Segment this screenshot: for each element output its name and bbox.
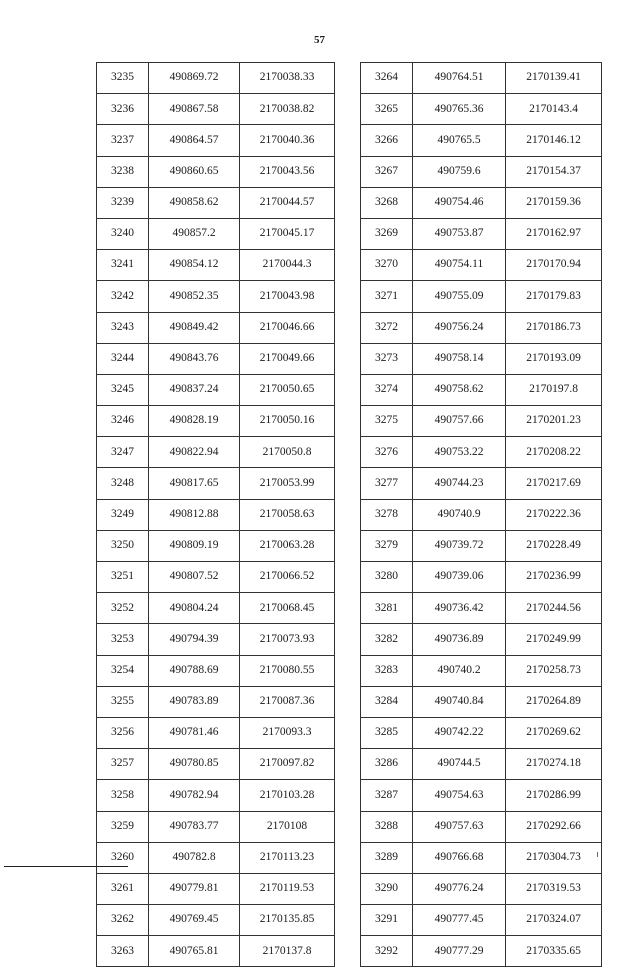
coordinates-table-left [96,62,335,967]
point-number-cell: 3262 [97,905,149,936]
x-coordinate-cell: 490758.62 [413,374,506,405]
point-number-cell: 3238 [97,156,149,187]
x-coordinate-cell: 490867.58 [149,94,240,125]
table-row [97,655,335,686]
point-number-cell: 3271 [361,281,413,312]
x-coordinate-cell: 490765.81 [149,936,240,967]
point-number-cell: 3289 [361,842,413,873]
point-number-cell: 3237 [97,125,149,156]
point-number-cell: 3267 [361,156,413,187]
x-coordinate-cell: 490736.42 [413,593,506,624]
table-row [97,468,335,499]
table-row [361,842,602,873]
table-row [361,624,602,655]
table-row [361,63,602,94]
point-number-cell: 3274 [361,374,413,405]
y-coordinate-cell: 2170063.28 [240,530,335,561]
x-coordinate-cell: 490765.5 [413,125,506,156]
point-number-cell: 3273 [361,343,413,374]
y-coordinate-cell: 2170162.97 [506,218,602,249]
y-coordinate-cell: 2170143.4 [506,94,602,125]
y-coordinate-cell: 2170045.17 [240,218,335,249]
y-coordinate-cell: 2170073.93 [240,624,335,655]
point-number-cell: 3288 [361,811,413,842]
point-number-cell: 3247 [97,437,149,468]
y-coordinate-cell: 2170108 [240,811,335,842]
table-row [97,63,335,94]
table-row [361,406,602,437]
x-coordinate-cell: 490769.45 [149,905,240,936]
y-coordinate-cell: 2170286.99 [506,780,602,811]
y-coordinate-cell: 2170186.73 [506,312,602,343]
point-number-cell: 3248 [97,468,149,499]
table-row [361,936,602,967]
x-coordinate-cell: 490822.94 [149,437,240,468]
table-row [97,312,335,343]
y-coordinate-cell: 2170249.99 [506,624,602,655]
x-coordinate-cell: 490742.22 [413,717,506,748]
point-number-cell: 3279 [361,530,413,561]
point-number-cell: 3265 [361,94,413,125]
y-coordinate-cell: 2170066.52 [240,562,335,593]
x-coordinate-cell: 490783.89 [149,686,240,717]
y-coordinate-cell: 2170208.22 [506,437,602,468]
x-coordinate-cell: 490744.23 [413,468,506,499]
x-coordinate-cell: 490783.77 [149,811,240,842]
y-coordinate-cell: 2170324.07 [506,905,602,936]
y-coordinate-cell: 2170201.23 [506,406,602,437]
x-coordinate-cell: 490764.51 [413,63,506,94]
table-row [361,156,602,187]
point-number-cell: 3276 [361,437,413,468]
x-coordinate-cell: 490812.88 [149,499,240,530]
y-coordinate-cell: 2170044.57 [240,187,335,218]
x-coordinate-cell: 490757.66 [413,406,506,437]
point-number-cell: 3255 [97,686,149,717]
point-number-cell: 3291 [361,905,413,936]
footnote-divider [4,866,128,867]
x-coordinate-cell: 490817.65 [149,468,240,499]
x-coordinate-cell: 490779.81 [149,873,240,904]
table-row [361,218,602,249]
y-coordinate-cell: 2170159.36 [506,187,602,218]
point-number-cell: 3239 [97,187,149,218]
point-number-cell: 3282 [361,624,413,655]
y-coordinate-cell: 2170258.73 [506,655,602,686]
point-number-cell: 3284 [361,686,413,717]
page-number: 57 [314,34,325,46]
coordinates-table-right [360,62,602,967]
y-coordinate-cell: 2170222.36 [506,499,602,530]
y-coordinate-cell: 2170087.36 [240,686,335,717]
point-number-cell: 3246 [97,406,149,437]
y-coordinate-cell: 2170228.49 [506,530,602,561]
y-coordinate-cell: 2170135.85 [240,905,335,936]
point-number-cell: 3252 [97,593,149,624]
table-row [97,936,335,967]
table-row [97,499,335,530]
x-coordinate-cell: 490869.72 [149,63,240,94]
y-coordinate-cell: 2170046.66 [240,312,335,343]
point-number-cell: 3245 [97,374,149,405]
x-coordinate-cell: 490781.46 [149,717,240,748]
x-coordinate-cell: 490794.39 [149,624,240,655]
table-row [361,905,602,936]
table-row [97,343,335,374]
table-row [361,593,602,624]
table-row [97,811,335,842]
table-row [361,811,602,842]
point-number-cell: 3286 [361,749,413,780]
y-coordinate-cell: 2170043.98 [240,281,335,312]
x-coordinate-cell: 490860.65 [149,156,240,187]
y-coordinate-cell: 2170119.53 [240,873,335,904]
y-coordinate-cell: 2170217.69 [506,468,602,499]
table-row [97,717,335,748]
table-row [97,593,335,624]
table-row [97,873,335,904]
y-coordinate-cell: 2170137.8 [240,936,335,967]
point-number-cell: 3249 [97,499,149,530]
x-coordinate-cell: 490757.63 [413,811,506,842]
table-row [97,842,335,873]
table-row [361,250,602,281]
table-row [97,187,335,218]
x-coordinate-cell: 490776.24 [413,873,506,904]
x-coordinate-cell: 490755.09 [413,281,506,312]
point-number-cell: 3258 [97,780,149,811]
y-coordinate-cell: 2170050.16 [240,406,335,437]
x-coordinate-cell: 490782.8 [149,842,240,873]
table-row [97,250,335,281]
point-number-cell: 3263 [97,936,149,967]
scan-mark [597,852,598,857]
table-row [361,530,602,561]
y-coordinate-cell: 2170236.99 [506,562,602,593]
x-coordinate-cell: 490849.42 [149,312,240,343]
x-coordinate-cell: 490857.2 [149,218,240,249]
x-coordinate-cell: 490854.12 [149,250,240,281]
table-row [361,780,602,811]
y-coordinate-cell: 2170040.36 [240,125,335,156]
point-number-cell: 3275 [361,406,413,437]
point-number-cell: 3283 [361,655,413,686]
point-number-cell: 3240 [97,218,149,249]
x-coordinate-cell: 490780.85 [149,749,240,780]
point-number-cell: 3269 [361,218,413,249]
y-coordinate-cell: 2170269.62 [506,717,602,748]
table-row [97,780,335,811]
table-row [97,624,335,655]
point-number-cell: 3266 [361,125,413,156]
table-row [97,374,335,405]
x-coordinate-cell: 490864.57 [149,125,240,156]
table-row [361,94,602,125]
point-number-cell: 3287 [361,780,413,811]
y-coordinate-cell: 2170049.66 [240,343,335,374]
table-row [97,125,335,156]
x-coordinate-cell: 490740.2 [413,655,506,686]
table-row [97,218,335,249]
table-row [361,437,602,468]
y-coordinate-cell: 2170103.28 [240,780,335,811]
point-number-cell: 3241 [97,250,149,281]
table-row [361,343,602,374]
x-coordinate-cell: 490766.68 [413,842,506,873]
table-row [97,94,335,125]
x-coordinate-cell: 490809.19 [149,530,240,561]
y-coordinate-cell: 2170264.89 [506,686,602,717]
point-number-cell: 3270 [361,250,413,281]
point-number-cell: 3280 [361,562,413,593]
y-coordinate-cell: 2170335.65 [506,936,602,967]
table-row [361,873,602,904]
y-coordinate-cell: 2170113.23 [240,842,335,873]
table-row [97,281,335,312]
point-number-cell: 3250 [97,530,149,561]
table-row [361,499,602,530]
x-coordinate-cell: 490739.06 [413,562,506,593]
y-coordinate-cell: 2170319.53 [506,873,602,904]
table-row [361,562,602,593]
table-row [97,406,335,437]
table-row [361,749,602,780]
x-coordinate-cell: 490837.24 [149,374,240,405]
table-row [361,717,602,748]
x-coordinate-cell: 490753.87 [413,218,506,249]
table-row [97,437,335,468]
point-number-cell: 3261 [97,873,149,904]
point-number-cell: 3244 [97,343,149,374]
x-coordinate-cell: 490777.29 [413,936,506,967]
table-row [361,125,602,156]
y-coordinate-cell: 2170050.8 [240,437,335,468]
point-number-cell: 3260 [97,842,149,873]
table-row [97,530,335,561]
table-row [361,312,602,343]
table-row [97,905,335,936]
x-coordinate-cell: 490807.52 [149,562,240,593]
y-coordinate-cell: 2170292.66 [506,811,602,842]
point-number-cell: 3254 [97,655,149,686]
point-number-cell: 3268 [361,187,413,218]
x-coordinate-cell: 490828.19 [149,406,240,437]
point-number-cell: 3259 [97,811,149,842]
table-row [97,749,335,780]
y-coordinate-cell: 2170093.3 [240,717,335,748]
y-coordinate-cell: 2170038.82 [240,94,335,125]
y-coordinate-cell: 2170197.8 [506,374,602,405]
point-number-cell: 3256 [97,717,149,748]
point-number-cell: 3251 [97,562,149,593]
x-coordinate-cell: 490744.5 [413,749,506,780]
y-coordinate-cell: 2170139.41 [506,63,602,94]
point-number-cell: 3235 [97,63,149,94]
y-coordinate-cell: 2170193.09 [506,343,602,374]
y-coordinate-cell: 2170179.83 [506,281,602,312]
y-coordinate-cell: 2170053.99 [240,468,335,499]
table-row [361,187,602,218]
x-coordinate-cell: 490788.69 [149,655,240,686]
y-coordinate-cell: 2170038.33 [240,63,335,94]
x-coordinate-cell: 490777.45 [413,905,506,936]
table-row [361,686,602,717]
x-coordinate-cell: 490736.89 [413,624,506,655]
y-coordinate-cell: 2170068.45 [240,593,335,624]
table-row [97,562,335,593]
x-coordinate-cell: 490852.35 [149,281,240,312]
x-coordinate-cell: 490740.84 [413,686,506,717]
point-number-cell: 3272 [361,312,413,343]
x-coordinate-cell: 490739.72 [413,530,506,561]
point-number-cell: 3285 [361,717,413,748]
y-coordinate-cell: 2170274.18 [506,749,602,780]
table-row [361,374,602,405]
y-coordinate-cell: 2170080.55 [240,655,335,686]
x-coordinate-cell: 490754.11 [413,250,506,281]
x-coordinate-cell: 490754.63 [413,780,506,811]
y-coordinate-cell: 2170050.65 [240,374,335,405]
table-row [97,686,335,717]
y-coordinate-cell: 2170146.12 [506,125,602,156]
y-coordinate-cell: 2170170.94 [506,250,602,281]
y-coordinate-cell: 2170244.56 [506,593,602,624]
y-coordinate-cell: 2170058.63 [240,499,335,530]
x-coordinate-cell: 490804.24 [149,593,240,624]
y-coordinate-cell: 2170044.3 [240,250,335,281]
x-coordinate-cell: 490756.24 [413,312,506,343]
x-coordinate-cell: 490758.14 [413,343,506,374]
x-coordinate-cell: 490765.36 [413,94,506,125]
point-number-cell: 3277 [361,468,413,499]
point-number-cell: 3292 [361,936,413,967]
x-coordinate-cell: 490754.46 [413,187,506,218]
y-coordinate-cell: 2170097.82 [240,749,335,780]
point-number-cell: 3264 [361,63,413,94]
x-coordinate-cell: 490740.9 [413,499,506,530]
point-number-cell: 3281 [361,593,413,624]
x-coordinate-cell: 490858.62 [149,187,240,218]
point-number-cell: 3290 [361,873,413,904]
x-coordinate-cell: 490843.76 [149,343,240,374]
point-number-cell: 3242 [97,281,149,312]
table-row [361,655,602,686]
point-number-cell: 3253 [97,624,149,655]
point-number-cell: 3257 [97,749,149,780]
point-number-cell: 3243 [97,312,149,343]
x-coordinate-cell: 490782.94 [149,780,240,811]
y-coordinate-cell: 2170043.56 [240,156,335,187]
table-row [97,156,335,187]
y-coordinate-cell: 2170154.37 [506,156,602,187]
x-coordinate-cell: 490759.6 [413,156,506,187]
point-number-cell: 3278 [361,499,413,530]
table-row [361,281,602,312]
y-coordinate-cell: 2170304.73 [506,842,602,873]
table-row [361,468,602,499]
x-coordinate-cell: 490753.22 [413,437,506,468]
point-number-cell: 3236 [97,94,149,125]
